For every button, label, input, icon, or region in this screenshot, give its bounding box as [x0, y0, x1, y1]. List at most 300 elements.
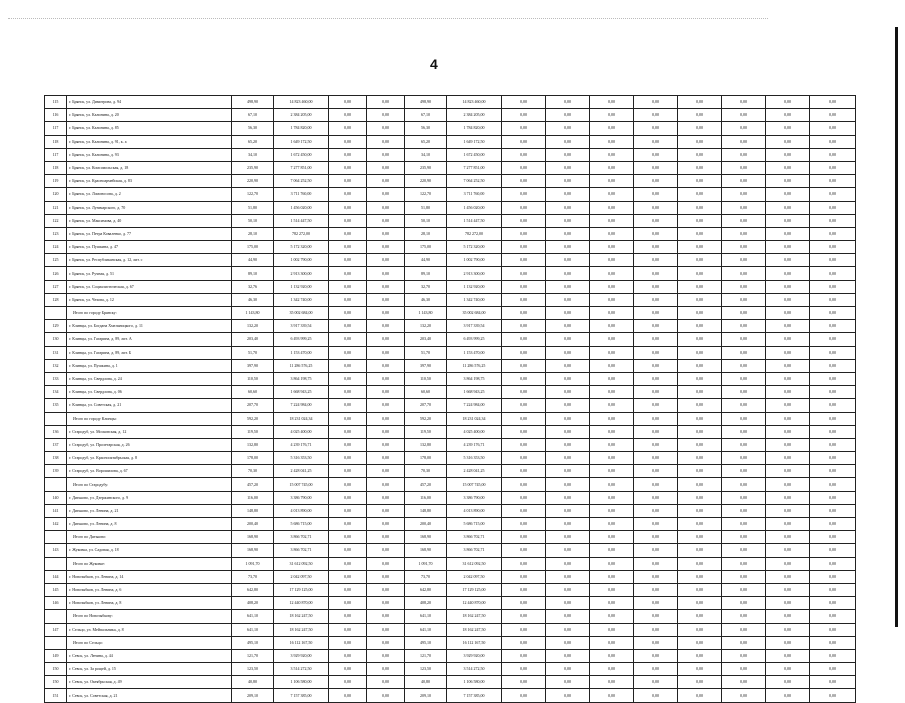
value-cell: 0,00 [722, 623, 766, 636]
value-cell: 0,00 [367, 676, 405, 689]
value-cell: 0,00 [546, 570, 590, 583]
value-cell: 0,00 [634, 307, 678, 320]
value-cell: 0,00 [546, 359, 590, 372]
value-cell: 457,20 [405, 478, 447, 491]
value-cell: 0,00 [766, 307, 810, 320]
value-cell: 121,70 [405, 649, 447, 662]
value-cell: 0,00 [810, 293, 856, 306]
value-cell: 0,00 [546, 478, 590, 491]
value-cell: 0,00 [810, 399, 856, 412]
value-cell: 0,00 [329, 386, 367, 399]
value-cell: 0,00 [678, 161, 722, 174]
value-cell: 0,00 [722, 557, 766, 570]
row-number-cell: 150 [45, 663, 67, 676]
value-cell: 119,50 [232, 425, 274, 438]
value-cell: 3 866 702,71 [447, 544, 502, 557]
value-cell: 0,00 [546, 372, 590, 385]
value-cell: 3 917 339,54 [447, 320, 502, 333]
value-cell: 0,00 [502, 491, 546, 504]
value-cell: 4 239 176,71 [274, 438, 329, 451]
value-cell: 0,00 [634, 438, 678, 451]
table-row [45, 135, 856, 148]
value-cell: 0,00 [766, 372, 810, 385]
value-cell: 0,00 [722, 504, 766, 517]
value-cell: 0,00 [502, 623, 546, 636]
value-cell: 34,10 [405, 148, 447, 161]
value-cell: 1 514 447,50 [274, 214, 329, 227]
value-cell: 14 823 460,00 [447, 96, 502, 109]
value-cell: 0,00 [590, 663, 634, 676]
scan-edge-bar [895, 27, 898, 627]
value-cell: 12 440 870,00 [274, 597, 329, 610]
value-cell: 0,00 [634, 689, 678, 702]
value-cell: 5 686 715,00 [274, 518, 329, 531]
value-cell: 0,00 [766, 135, 810, 148]
value-cell: 0,00 [329, 161, 367, 174]
address-cell: г. Брянск, ул. Максимова, д. 40 [67, 214, 232, 227]
value-cell: 0,00 [502, 307, 546, 320]
value-cell: 0,00 [722, 148, 766, 161]
address-cell: Итого по городу Брянску: [67, 307, 232, 320]
value-cell: 0,00 [810, 531, 856, 544]
value-cell: 0,00 [766, 188, 810, 201]
value-cell: 0,00 [590, 188, 634, 201]
value-cell: 0,00 [367, 359, 405, 372]
value-cell: 0,00 [546, 201, 590, 214]
address-cell: г. Новозыбков, ул. Ленина, д. 14 [67, 570, 232, 583]
value-cell: 0,00 [810, 122, 856, 135]
address-cell: г. Брянск, ул. Комсомольская, д. 18 [67, 161, 232, 174]
value-cell: 0,00 [810, 227, 856, 240]
value-cell: 175,00 [405, 241, 447, 254]
value-cell: 0,00 [502, 280, 546, 293]
value-cell: 0,00 [329, 412, 367, 425]
value-cell: 0,00 [546, 663, 590, 676]
value-cell: 592,20 [405, 412, 447, 425]
value-cell: 0,00 [634, 254, 678, 267]
value-cell: 0,00 [590, 623, 634, 636]
value-cell: 0,00 [590, 478, 634, 491]
value-cell: 0,00 [546, 597, 590, 610]
value-cell: 0,00 [329, 597, 367, 610]
value-cell: 0,00 [634, 241, 678, 254]
value-cell: 0,00 [678, 307, 722, 320]
value-cell: 50,10 [405, 214, 447, 227]
table-row [45, 676, 856, 689]
value-cell: 0,00 [367, 478, 405, 491]
value-cell: 132,20 [405, 320, 447, 333]
value-cell: 3 711 760,00 [274, 188, 329, 201]
value-cell: 6 493 999,25 [274, 333, 329, 346]
value-cell: 0,00 [634, 96, 678, 109]
value-cell: 0,00 [634, 346, 678, 359]
value-cell: 0,00 [678, 491, 722, 504]
value-cell: 0,00 [590, 649, 634, 662]
value-cell: 0,00 [810, 438, 856, 451]
table-row [45, 649, 856, 662]
value-cell: 495,10 [405, 636, 447, 649]
value-cell: 4 013 890,00 [274, 504, 329, 517]
value-cell: 0,00 [634, 663, 678, 676]
value-cell: 168,90 [405, 531, 447, 544]
value-cell: 0,00 [766, 412, 810, 425]
value-cell: 0,00 [590, 122, 634, 135]
value-cell: 642,80 [232, 583, 274, 596]
value-cell: 5 172 320,00 [274, 241, 329, 254]
row-number-cell [45, 307, 67, 320]
value-cell: 0,00 [367, 346, 405, 359]
row-number-cell: 120 [45, 188, 67, 201]
value-cell: 0,00 [367, 412, 405, 425]
row-number-cell: 129 [45, 320, 67, 333]
table-row [45, 570, 856, 583]
row-number-cell: 146 [45, 597, 67, 610]
scan-artifact-header [0, 0, 905, 22]
value-cell: 0,00 [367, 320, 405, 333]
value-cell: 0,00 [590, 676, 634, 689]
value-cell: 0,00 [678, 518, 722, 531]
value-cell: 397,90 [405, 359, 447, 372]
value-cell: 116,00 [405, 491, 447, 504]
value-cell: 0,00 [329, 267, 367, 280]
value-cell: 0,00 [546, 465, 590, 478]
value-cell: 0,00 [634, 518, 678, 531]
value-cell: 3 864 198,75 [274, 372, 329, 385]
value-cell: 0,00 [367, 689, 405, 702]
value-cell: 0,00 [634, 452, 678, 465]
value-cell: 0,00 [634, 201, 678, 214]
value-cell: 1 091,70 [405, 557, 447, 570]
value-cell: 0,00 [634, 122, 678, 135]
value-cell: 35 002 684,00 [274, 307, 329, 320]
value-cell: 0,00 [678, 96, 722, 109]
value-cell: 0,00 [678, 689, 722, 702]
value-cell: 0,00 [722, 201, 766, 214]
value-cell: 0,00 [546, 438, 590, 451]
value-cell: 0,00 [722, 544, 766, 557]
value-cell: 0,00 [810, 465, 856, 478]
address-cell: Итого по Дятьково: [67, 531, 232, 544]
address-cell: г. Стародуб, ул. Краснооктябрьская, д. 8 [67, 452, 232, 465]
address-cell: г. Брянск, ул. Красноармейская, д. 83 [67, 175, 232, 188]
table-total-row [45, 412, 856, 425]
address-cell: г. Брянск, ул. Калинина, д. 93 [67, 148, 232, 161]
value-cell: 0,00 [722, 188, 766, 201]
value-cell: 2 428 041,25 [447, 465, 502, 478]
value-cell: 73,70 [405, 570, 447, 583]
value-cell: 0,00 [590, 227, 634, 240]
table-row [45, 465, 856, 478]
table-total-row [45, 307, 856, 320]
value-cell: 0,00 [546, 518, 590, 531]
value-cell: 0,00 [367, 333, 405, 346]
value-cell: 0,00 [722, 597, 766, 610]
value-cell: 1 091,70 [232, 557, 274, 570]
value-cell: 0,00 [634, 399, 678, 412]
address-cell: г. Брянск, ул. Димитрова, д. 94 [67, 96, 232, 109]
value-cell: 0,00 [634, 531, 678, 544]
value-cell: 0,00 [590, 148, 634, 161]
table-row [45, 188, 856, 201]
value-cell: 0,00 [766, 161, 810, 174]
value-cell: 0,00 [590, 96, 634, 109]
value-cell: 0,00 [722, 518, 766, 531]
value-cell: 0,00 [766, 504, 810, 517]
page-number: 4 [430, 56, 438, 72]
value-cell: 0,00 [766, 478, 810, 491]
value-cell: 51,80 [232, 201, 274, 214]
value-cell: 0,00 [502, 478, 546, 491]
table-row [45, 597, 856, 610]
value-cell: 18 231 024,34 [274, 412, 329, 425]
value-cell: 0,00 [590, 333, 634, 346]
value-cell: 0,00 [678, 175, 722, 188]
value-cell: 0,00 [722, 307, 766, 320]
value-cell: 3 514 272,50 [447, 663, 502, 676]
row-number-cell [45, 412, 67, 425]
value-cell: 0,00 [634, 148, 678, 161]
row-number-cell: 121 [45, 201, 67, 214]
value-cell: 0,00 [502, 583, 546, 596]
value-cell: 0,00 [329, 148, 367, 161]
value-cell: 0,00 [590, 307, 634, 320]
value-cell: 56,30 [405, 122, 447, 135]
value-cell: 220,90 [232, 175, 274, 188]
value-cell: 0,00 [810, 649, 856, 662]
value-cell: 0,00 [810, 346, 856, 359]
value-cell: 0,00 [766, 148, 810, 161]
value-cell: 5 172 320,00 [447, 241, 502, 254]
address-cell: г. Сельцо, ул. Мейпальника, д. 8 [67, 623, 232, 636]
row-number-cell: 147 [45, 623, 67, 636]
value-cell: 0,00 [546, 280, 590, 293]
value-cell: 0,00 [766, 214, 810, 227]
value-cell: 0,00 [329, 478, 367, 491]
table-row [45, 148, 856, 161]
row-number-cell: 119 [45, 175, 67, 188]
value-cell: 0,00 [810, 570, 856, 583]
value-cell: 121,70 [232, 649, 274, 662]
value-cell: 0,00 [722, 267, 766, 280]
value-cell: 0,00 [590, 491, 634, 504]
value-cell: 3 514 272,50 [274, 663, 329, 676]
value-cell: 0,00 [367, 465, 405, 478]
value-cell: 7 277 851,00 [447, 161, 502, 174]
value-cell: 17 129 125,00 [274, 583, 329, 596]
value-cell: 168,90 [405, 544, 447, 557]
value-cell: 0,00 [367, 241, 405, 254]
value-cell: 5 316 353,50 [447, 452, 502, 465]
value-cell: 0,00 [502, 531, 546, 544]
value-cell: 60,60 [405, 386, 447, 399]
table-row [45, 518, 856, 531]
value-cell: 0,00 [546, 636, 590, 649]
value-cell: 0,00 [367, 438, 405, 451]
value-cell: 0,00 [329, 676, 367, 689]
value-cell: 0,00 [502, 359, 546, 372]
address-cell: г. Клинцы, ул. Свердлова, д. 24 [67, 372, 232, 385]
value-cell: 0,00 [634, 280, 678, 293]
value-cell: 0,00 [367, 227, 405, 240]
value-cell: 0,00 [766, 333, 810, 346]
value-cell: 209,10 [405, 689, 447, 702]
address-cell: г. Стародуб, ул. Московская, д. 12 [67, 425, 232, 438]
value-cell: 0,00 [546, 452, 590, 465]
value-cell: 0,00 [766, 280, 810, 293]
value-cell: 0,00 [502, 504, 546, 517]
value-cell: 6 493 999,25 [447, 333, 502, 346]
value-cell: 0,00 [722, 386, 766, 399]
value-cell: 0,00 [766, 227, 810, 240]
table-row [45, 346, 856, 359]
value-cell: 18 162 247,50 [447, 623, 502, 636]
value-cell: 4 025 400,00 [447, 425, 502, 438]
value-cell: 642,80 [405, 583, 447, 596]
row-number-cell [45, 636, 67, 649]
register-table [44, 95, 856, 703]
address-cell: г. Брянск, ул. Социалистическая, д. 67 [67, 280, 232, 293]
value-cell: 0,00 [590, 610, 634, 623]
value-cell: 0,00 [634, 649, 678, 662]
value-cell: 408,20 [405, 597, 447, 610]
value-cell: 0,00 [634, 227, 678, 240]
value-cell: 0,00 [634, 109, 678, 122]
value-cell: 0,00 [502, 465, 546, 478]
value-cell: 0,00 [678, 267, 722, 280]
value-cell: 1 456 020,00 [274, 201, 329, 214]
row-number-cell: 135 [45, 399, 67, 412]
value-cell: 0,00 [722, 689, 766, 702]
table-total-row [45, 610, 856, 623]
row-number-cell: 138 [45, 452, 67, 465]
value-cell: 0,00 [810, 214, 856, 227]
value-cell: 7 064 252,50 [274, 175, 329, 188]
value-cell: 0,00 [810, 372, 856, 385]
value-cell: 0,00 [678, 214, 722, 227]
value-cell: 0,00 [329, 109, 367, 122]
value-cell: 782 272,00 [274, 227, 329, 240]
row-number-cell: 128 [45, 293, 67, 306]
row-number-cell: 118 [45, 135, 67, 148]
value-cell: 0,00 [502, 544, 546, 557]
address-cell: г. Брянск, ул. Чехова, д. 12 [67, 293, 232, 306]
scan-noise-line [8, 18, 768, 19]
address-cell: г. Брянск, ул. Ломоносова, д. 2 [67, 188, 232, 201]
value-cell: 0,00 [590, 518, 634, 531]
value-cell: 0,00 [678, 465, 722, 478]
value-cell: 0,00 [722, 438, 766, 451]
value-cell: 0,00 [722, 372, 766, 385]
value-cell: 0,00 [502, 96, 546, 109]
value-cell: 16 112 167,50 [274, 636, 329, 649]
value-cell: 0,00 [329, 663, 367, 676]
row-number-cell: 122 [45, 214, 67, 227]
value-cell: 0,00 [546, 557, 590, 570]
value-cell: 0,00 [722, 531, 766, 544]
value-cell: 0,00 [722, 241, 766, 254]
value-cell: 0,00 [722, 359, 766, 372]
value-cell: 0,00 [329, 175, 367, 188]
value-cell: 0,00 [590, 412, 634, 425]
value-cell: 0,00 [634, 465, 678, 478]
value-cell: 0,00 [678, 399, 722, 412]
table-total-row [45, 531, 856, 544]
value-cell: 0,00 [810, 610, 856, 623]
value-cell: 0,00 [367, 570, 405, 583]
value-cell: 0,00 [502, 122, 546, 135]
value-cell: 0,00 [766, 425, 810, 438]
value-cell: 1 153 470,00 [274, 346, 329, 359]
row-number-cell [45, 610, 67, 623]
value-cell: 0,00 [367, 161, 405, 174]
value-cell: 203,40 [405, 333, 447, 346]
table-row [45, 227, 856, 240]
value-cell: 0,00 [590, 689, 634, 702]
value-cell: 0,00 [590, 241, 634, 254]
value-cell: 70,30 [405, 465, 447, 478]
value-cell: 235,90 [232, 161, 274, 174]
value-cell: 0,00 [634, 412, 678, 425]
value-cell: 0,00 [546, 399, 590, 412]
value-cell: 0,00 [722, 175, 766, 188]
table-row [45, 109, 856, 122]
row-number-cell: 149 [45, 649, 67, 662]
value-cell: 0,00 [678, 386, 722, 399]
value-cell: 0,00 [634, 161, 678, 174]
value-cell: 1 132 920,00 [447, 280, 502, 293]
value-cell: 0,00 [329, 504, 367, 517]
value-cell: 1 132 920,00 [274, 280, 329, 293]
value-cell: 1 002 790,00 [447, 254, 502, 267]
value-cell: 0,00 [722, 478, 766, 491]
value-cell: 0,00 [634, 359, 678, 372]
value-cell: 0,00 [329, 518, 367, 531]
value-cell: 0,00 [722, 96, 766, 109]
table-total-row [45, 478, 856, 491]
table-row [45, 452, 856, 465]
value-cell: 0,00 [502, 109, 546, 122]
value-cell: 18 231 024,34 [447, 412, 502, 425]
value-cell: 0,00 [590, 161, 634, 174]
value-cell: 1 784 820,00 [274, 122, 329, 135]
value-cell: 0,00 [766, 636, 810, 649]
value-cell: 0,00 [810, 597, 856, 610]
value-cell: 0,00 [367, 636, 405, 649]
value-cell: 0,00 [722, 346, 766, 359]
value-cell: 110,50 [232, 372, 274, 385]
value-cell: 0,00 [329, 359, 367, 372]
value-cell: 7 157 385,00 [447, 689, 502, 702]
value-cell: 0,00 [329, 293, 367, 306]
value-cell: 0,00 [367, 610, 405, 623]
value-cell: 0,00 [502, 148, 546, 161]
value-cell: 0,00 [766, 267, 810, 280]
value-cell: 0,00 [810, 254, 856, 267]
value-cell: 0,00 [766, 663, 810, 676]
value-cell: 0,00 [329, 399, 367, 412]
value-cell: 0,00 [502, 227, 546, 240]
value-cell: 0,00 [546, 293, 590, 306]
row-number-cell: 118 [45, 161, 67, 174]
value-cell: 4 025 400,00 [274, 425, 329, 438]
value-cell: 0,00 [678, 649, 722, 662]
address-cell: г. Севск, ул. Октябрьская, д. 49 [67, 676, 232, 689]
value-cell: 0,00 [546, 320, 590, 333]
value-cell: 209,10 [232, 689, 274, 702]
value-cell: 0,00 [367, 491, 405, 504]
value-cell: 641,10 [405, 623, 447, 636]
value-cell: 0,00 [678, 122, 722, 135]
